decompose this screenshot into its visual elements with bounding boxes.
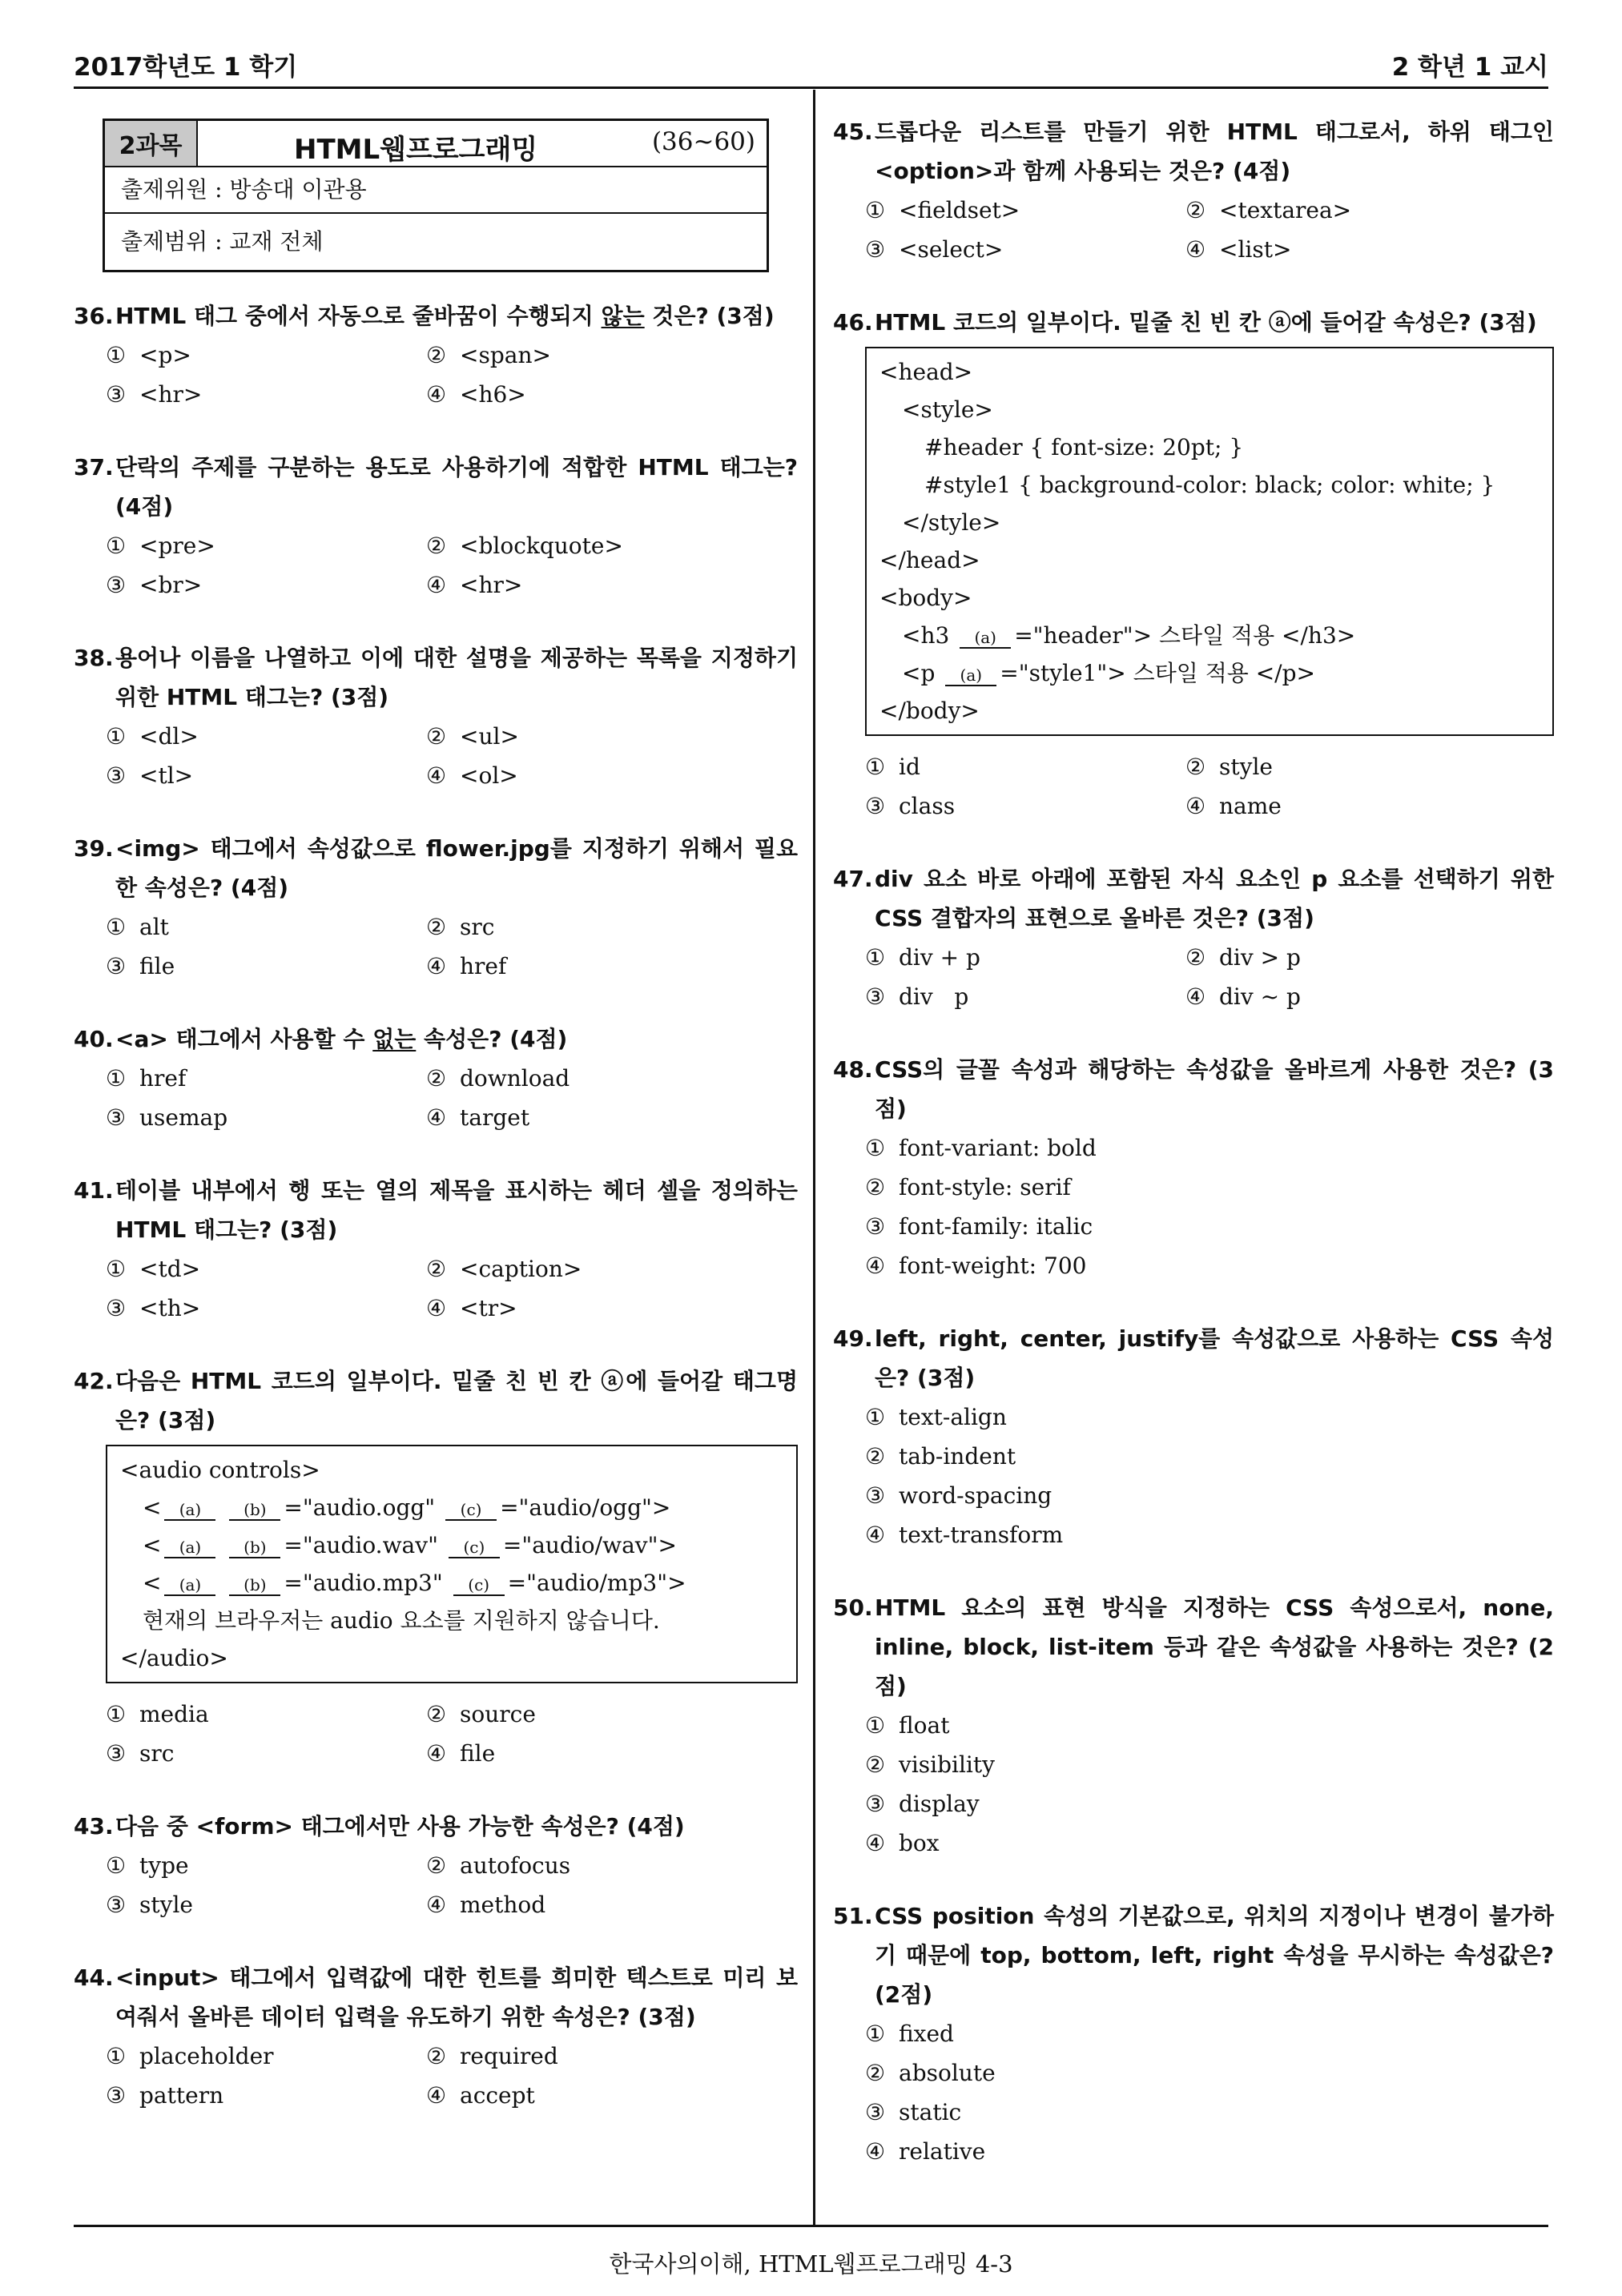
right-column (833, 112, 1554, 2205)
page-footer: 한국사의이해, HTML웹프로그래밍 4-3 (609, 2250, 1013, 2278)
option[interactable]: ③ <tl> (106, 762, 194, 789)
subject-scope: 출제범위 : 교재 전체 (105, 212, 767, 270)
option[interactable]: ③ <br> (106, 572, 203, 598)
option[interactable]: ① type (106, 1852, 189, 1879)
page-header (74, 46, 1548, 82)
question-38: 38.용어나 이름을 나열하고 이에 대한 설명을 제공하는 목록을 지정하기 위한 HTML 태그는? (3점) ① <dl> ② <ul> ③ <tl> ④ <ol> (74, 638, 798, 795)
option[interactable]: ④ font-weight: 700 (865, 1253, 1087, 1279)
option[interactable]: ② <textarea> (1185, 197, 1352, 223)
subject-title: HTML웹프로그래밍 (294, 134, 538, 166)
option[interactable]: ① <td> (106, 1256, 201, 1282)
option[interactable]: ② visibility (865, 1751, 995, 1778)
option[interactable]: ① id (865, 754, 920, 780)
option[interactable]: ① float (865, 1712, 950, 1739)
question-46: 46.HTML 코드의 일부이다. 밑줄 친 빈 칸 ⓐ에 들어갈 속성은? (3점) <head> <style> #header { font-size: 20pt; } #style1 { background-color: black; color: white; } </style> </head> <body> <h3 (a) ="header"> 스타일 적용 </h3> <p (a) ="style1"> 스타일 적용 </p> </body> ① id ② style ③ class ④ name (833, 303, 1554, 826)
option[interactable]: ③ usemap (106, 1104, 228, 1131)
option[interactable]: ② source (426, 1701, 536, 1727)
option[interactable]: ① fixed (865, 2021, 954, 2047)
option[interactable]: ④ <list> (1185, 236, 1292, 263)
option[interactable]: ② <ul> (426, 723, 519, 750)
option[interactable]: ④ <ol> (426, 762, 518, 789)
option[interactable]: ② font-style: serif (865, 1174, 1071, 1200)
option[interactable]: ④ href (426, 953, 507, 979)
option[interactable]: ② tab-indent (865, 1443, 1016, 1470)
option[interactable]: ① href (106, 1065, 187, 1092)
option[interactable]: ④ <tr> (426, 1295, 517, 1321)
option[interactable]: ④ accept (426, 2082, 535, 2109)
option[interactable]: ② <caption> (426, 1256, 582, 1282)
question-37: 37.단락의 주제를 구분하는 용도로 사용하기에 적합한 HTML 태그는? (4점) ① <pre> ② <blockquote> ③ <br> ④ <hr> (74, 448, 798, 605)
option[interactable]: ④ div ~ p (1185, 983, 1301, 1010)
option[interactable]: ① alt (106, 914, 169, 940)
subject-label: 2과목 (105, 121, 198, 166)
option[interactable]: ① placeholder (106, 2043, 274, 2069)
option[interactable]: ④ <h6> (426, 381, 526, 408)
option[interactable]: ② <blockquote> (426, 533, 623, 559)
question-42: 42.다음은 HTML 코드의 일부이다. 밑줄 친 빈 칸 ⓐ에 들어갈 태그명은? (3점) <audio controls> < (a) (b) ="audio.ogg" (c) ="audio/ogg"> < (a) (b) ="audio.wav" (c) ="audio/wav"> < (a) (b) ="audio.mp3" (c) ="audio/mp3"> 현재의 브라우저는 audio 요소를 지원하지 않습니다. </audio> ① media ② source ③ src ④ file (74, 1361, 798, 1773)
option[interactable]: ④ name (1185, 793, 1282, 819)
code-block: <audio controls> < (a) (b) ="audio.ogg" (c) ="audio/ogg"> < (a) (b) ="audio.wav" (c) ="audio/wav"> < (a) (b) ="audio.mp3" (c) ="audio/mp3"> 현재의 브라우저는 audio 요소를 지원하지 않습니다. </audio> (106, 1445, 798, 1683)
option[interactable]: ② autofocus (426, 1852, 571, 1879)
header-rule (74, 86, 1548, 89)
option[interactable]: ① <fieldset> (865, 197, 1020, 223)
option[interactable]: ④ target (426, 1104, 530, 1131)
option[interactable]: ④ method (426, 1892, 546, 1918)
question-44: 44.<input> 태그에서 입력값에 대한 힌트를 희미한 텍스트로 미리 보여줘서 올바른 데이터 입력을 유도하기 위한 속성은? (3점) ① placeholder ② required ③ pattern ④ accept (74, 1958, 798, 2115)
option[interactable]: ③ <th> (106, 1295, 201, 1321)
footer-rule (74, 2225, 1548, 2227)
option[interactable]: ③ <hr> (106, 381, 203, 408)
question-36: 36.HTML 태그 중에서 자동으로 줄바꿈이 수행되지 않는 것은? (3점) ① <p> ② <span> ③ <hr> ④ <h6> (74, 296, 798, 414)
subject-box (103, 119, 769, 272)
column-divider (813, 90, 815, 2225)
option[interactable]: ④ <hr> (426, 572, 523, 598)
question-45: 45.드롭다운 리스트를 만들기 위한 HTML 태그로서, 하위 태그인 <option>과 함께 사용되는 것은? (4점) ① <fieldset> ② <textarea> ③ <select> ④ <list> (833, 112, 1554, 269)
code-block: <head> <style> #header { font-size: 20pt; } #style1 { background-color: black; color: white; } </style> </head> <body> <h3 (a) ="header"> 스타일 적용 </h3> <p (a) ="style1"> 스타일 적용 </p> </body> (865, 347, 1554, 736)
option[interactable]: ② style (1185, 754, 1273, 780)
option[interactable]: ③ static (865, 2099, 962, 2125)
option[interactable]: ③ style (106, 1892, 193, 1918)
option[interactable]: ① div + p (865, 944, 980, 971)
option[interactable]: ③ display (865, 1791, 980, 1817)
emphasis: 없는 (372, 1026, 417, 1052)
subject-authors: 출제위원 : 방송대 이관용 (121, 176, 367, 203)
option[interactable]: ④ relative (865, 2138, 986, 2165)
option[interactable]: ② download (426, 1065, 570, 1092)
option[interactable]: ③ file (106, 953, 175, 979)
question-47: 47.div 요소 바로 아래에 포함된 자식 요소인 p 요소를 선택하기 위한 CSS 결합자의 표현으로 올바른 것은? (3점) ① div + p ② div > p ③ div p ④ div ~ p (833, 859, 1554, 1016)
option[interactable]: ④ file (426, 1740, 496, 1767)
option[interactable]: ③ div p (865, 983, 969, 1010)
option[interactable]: ④ box (865, 1830, 940, 1856)
option[interactable]: ① <pre> (106, 533, 215, 559)
option[interactable]: ① font-variant: bold (865, 1135, 1097, 1161)
question-39: 39.<img> 태그에서 속성값으로 flower.jpg를 지정하기 위해서 필요한 속성은? (4점) ① alt ② src ③ file ④ href (74, 829, 798, 986)
option[interactable]: ① <p> (106, 342, 191, 368)
question-40: 40.<a> 태그에서 사용할 수 없는 속성은? (4점) ① href ② download ③ usemap ④ target (74, 1019, 798, 1137)
option[interactable]: ② absolute (865, 2060, 996, 2086)
option[interactable]: ② div > p (1185, 944, 1301, 971)
question-51: 51.CSS position 속성의 기본값으로, 위치의 지정이나 변경이 불가하기 때문에 top, bottom, left, right 속성을 무시하는 속성값은? (2점) ① fixed ② absolute ③ static ④ relative (833, 1896, 1554, 2171)
option[interactable]: ③ font-family: italic (865, 1213, 1093, 1240)
question-41: 41.테이블 내부에서 행 또는 열의 제목을 표시하는 헤더 셀을 정의하는 HTML 태그는? (3점) ① <td> ② <caption> ③ <th> ④ <tr> (74, 1171, 798, 1328)
option[interactable]: ③ src (106, 1740, 175, 1767)
option[interactable]: ③ word-spacing (865, 1482, 1052, 1509)
option[interactable]: ③ <select> (865, 236, 1004, 263)
question-49: 49.left, right, center, justify를 속성값으로 사용하는 CSS 속성은? (3점) ① text-align ② tab-indent ③ word-spacing ④ text-transform (833, 1319, 1554, 1554)
option[interactable]: ① media (106, 1701, 209, 1727)
option[interactable]: ③ pattern (106, 2082, 224, 2109)
exam-term: 2017학년도 1 학기 (74, 53, 298, 82)
option[interactable]: ② required (426, 2043, 558, 2069)
option[interactable]: ③ class (865, 793, 956, 819)
left-column (74, 90, 798, 2149)
question-43: 43.다음 중 <form> 태그에서만 사용 가능한 속성은? (4점) ① type ② autofocus ③ style ④ method (74, 1807, 798, 1924)
option[interactable]: ④ text-transform (865, 1522, 1064, 1548)
question-range: (36~60) (651, 127, 755, 156)
exam-session: 2 학년 1 교시 (1391, 53, 1548, 82)
question-48: 48.CSS의 글꼴 속성과 해당하는 속성값을 올바르게 사용한 것은? (3점) ① font-variant: bold ② font-style: serif ③ font-family: italic ④ font-weight: 700 (833, 1050, 1554, 1285)
emphasis: 않는 (601, 303, 645, 329)
option[interactable]: ① <dl> (106, 723, 199, 750)
option[interactable]: ② src (426, 914, 495, 940)
option[interactable]: ① text-align (865, 1404, 1007, 1430)
option[interactable]: ② <span> (426, 342, 551, 368)
question-50: 50.HTML 요소의 표현 방식을 지정하는 CSS 속성으로서, none, inline, block, list-item 등과 같은 속성값을 사용하는 것은? (2점) ① float ② visibility ③ display ④ box (833, 1588, 1554, 1863)
